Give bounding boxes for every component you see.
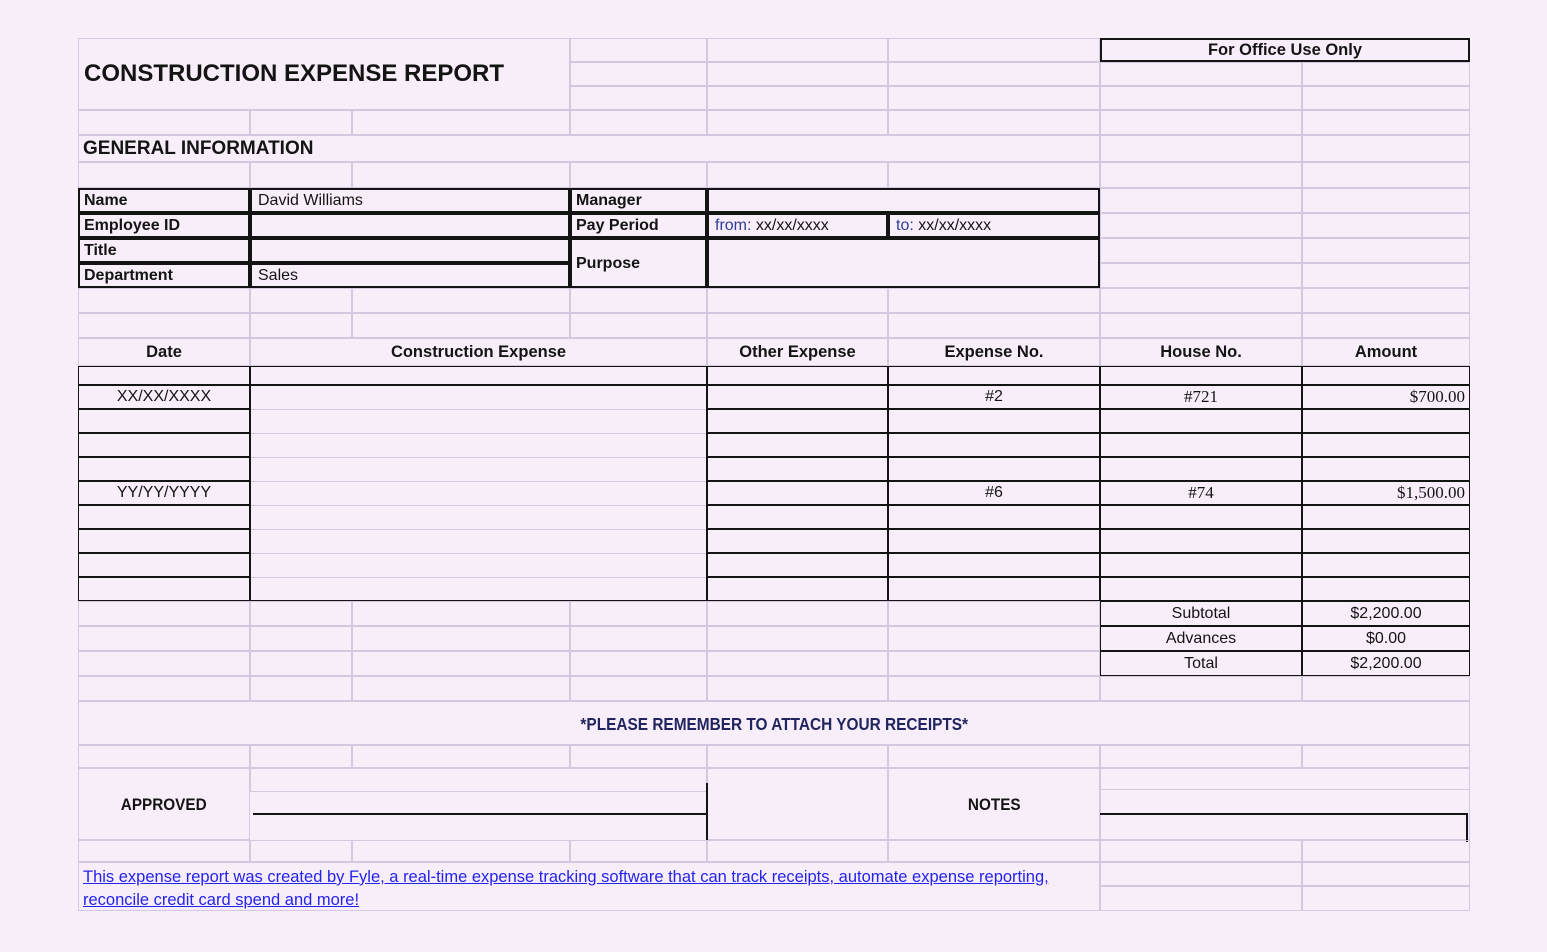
- pay-period-to-value: xx/xx/xxxx: [913, 217, 992, 234]
- grid-cell: [888, 288, 1100, 313]
- grid-cell: [1302, 288, 1470, 313]
- grid-cell: [1100, 288, 1302, 313]
- grid-cell: [1100, 86, 1302, 110]
- total-label: Total: [1100, 651, 1302, 676]
- grid-cell: [707, 768, 888, 840]
- date-cell[interactable]: [78, 457, 250, 481]
- date-cell[interactable]: [78, 433, 250, 457]
- house-no-cell[interactable]: [1100, 529, 1302, 553]
- receipts-banner: [78, 701, 1470, 745]
- notes-end-line: [1466, 813, 1468, 842]
- grid-cell: [78, 313, 250, 338]
- grid-cell: [78, 288, 250, 313]
- office-use-only-box: [1100, 38, 1470, 62]
- grid-cell: [707, 745, 888, 768]
- other-expense-cell[interactable]: [707, 577, 888, 601]
- grid-cell: [1100, 135, 1302, 162]
- other-expense-cell[interactable]: [707, 481, 888, 505]
- report-title-cell: [78, 38, 570, 110]
- general-information-heading-cell: [78, 135, 1100, 162]
- grid-cell: [250, 768, 707, 792]
- grid-cell: [707, 840, 888, 862]
- grid-cell: [1302, 86, 1470, 110]
- grid-cell: [1100, 676, 1302, 701]
- date-cell[interactable]: [78, 366, 250, 385]
- grid-cell: [888, 601, 1100, 626]
- pay-period-from-value: xx/xx/xxxx: [751, 217, 829, 234]
- construction-expense-merged-cell[interactable]: [250, 385, 707, 601]
- grid-cell: [570, 110, 707, 135]
- approved-label-cell: [78, 768, 250, 840]
- grid-cell: [250, 651, 352, 676]
- amount-cell[interactable]: [1302, 505, 1470, 529]
- grid-cell: [570, 651, 707, 676]
- grid-cell: [1100, 313, 1302, 338]
- other-expense-cell[interactable]: [707, 433, 888, 457]
- expense-no-cell[interactable]: [888, 457, 1100, 481]
- grid-cell: [707, 651, 888, 676]
- grid-cell: [352, 288, 570, 313]
- grid-cell: [352, 601, 570, 626]
- date-cell[interactable]: [78, 505, 250, 529]
- grid-cell: [352, 313, 570, 338]
- column-header-house-no: House No.: [1100, 338, 1302, 366]
- grid-cell: [250, 162, 352, 188]
- name-label: Name: [78, 188, 250, 213]
- purpose-value-cell[interactable]: [707, 238, 1100, 288]
- grid-cell: [1100, 840, 1302, 862]
- grid-cell: [250, 745, 352, 768]
- grid-cell: [888, 86, 1100, 110]
- fyle-link[interactable]: This expense report was created by Fyle, a real-time expense tracking software that can track receipts, automate expense reporting, reconcile credit card spend and more!: [83, 868, 1049, 909]
- amount-cell[interactable]: [1302, 409, 1470, 433]
- grid-cell: [250, 110, 352, 135]
- grid-cell: [250, 626, 352, 651]
- expense-no-cell[interactable]: [888, 577, 1100, 601]
- house-no-cell[interactable]: [1100, 457, 1302, 481]
- grid-cell: [250, 288, 352, 313]
- grid-cell: [352, 626, 570, 651]
- grid-cell: [1302, 886, 1470, 911]
- grid-cell: [1302, 676, 1470, 701]
- construction-expense-cell[interactable]: [250, 366, 707, 385]
- grid-cell: [78, 651, 250, 676]
- expense-no-cell[interactable]: [888, 433, 1100, 457]
- amount-cell[interactable]: [1302, 553, 1470, 577]
- pay-period-from-prefix: from:: [715, 217, 752, 234]
- expense-no-cell[interactable]: [888, 366, 1100, 385]
- grid-cell: [352, 162, 570, 188]
- subtotal-value[interactable]: $2,200.00: [1302, 601, 1470, 626]
- grid-cell: [352, 676, 570, 701]
- grid-cell: [352, 745, 570, 768]
- column-header-other-expense: Other Expense: [707, 338, 888, 366]
- house-no-cell[interactable]: [1100, 433, 1302, 457]
- expense-no-cell[interactable]: #2: [888, 385, 1100, 409]
- expense-no-cell[interactable]: [888, 505, 1100, 529]
- grid-cell: [1100, 110, 1302, 135]
- name-value-cell[interactable]: David Williams: [250, 188, 570, 213]
- purpose-label: Purpose: [570, 238, 707, 288]
- other-expense-cell[interactable]: [707, 409, 888, 433]
- grid-cell: [1302, 263, 1470, 288]
- grid-cell: [707, 676, 888, 701]
- pay-period-to-cell[interactable]: [888, 213, 1100, 238]
- grid-cell: [570, 676, 707, 701]
- amount-cell[interactable]: [1302, 577, 1470, 601]
- house-no-cell[interactable]: #74: [1100, 481, 1302, 505]
- house-no-cell[interactable]: [1100, 366, 1302, 385]
- grid-cell: [1302, 238, 1470, 263]
- grid-cell: [78, 626, 250, 651]
- grid-cell: [570, 626, 707, 651]
- grid-cell: [1100, 238, 1302, 263]
- amount-cell[interactable]: [1302, 457, 1470, 481]
- grid-cell: [1302, 162, 1470, 188]
- amount-cell[interactable]: $700.00: [1302, 385, 1470, 409]
- total-value[interactable]: $2,200.00: [1302, 651, 1470, 676]
- house-no-cell[interactable]: [1100, 577, 1302, 601]
- grid-cell: [570, 840, 707, 862]
- approved-label: APPROVED: [121, 795, 207, 814]
- grid-cell: [888, 840, 1100, 862]
- advances-label: Advances: [1100, 626, 1302, 651]
- column-header-construction-expense: Construction Expense: [250, 338, 707, 366]
- date-cell[interactable]: [78, 553, 250, 577]
- pay-period-label: Pay Period: [570, 213, 707, 238]
- grid-cell: [570, 601, 707, 626]
- grid-cell: [78, 676, 250, 701]
- date-cell[interactable]: [78, 409, 250, 433]
- grid-cell: [352, 110, 570, 135]
- grid-cell: [1302, 862, 1470, 886]
- employee-id-value-cell[interactable]: [250, 213, 570, 238]
- advances-value[interactable]: $0.00: [1302, 626, 1470, 651]
- date-cell[interactable]: [78, 529, 250, 553]
- grid-cell: [888, 38, 1100, 62]
- grid-cell: [707, 38, 888, 62]
- grid-cell: [888, 676, 1100, 701]
- grid-cell: [1302, 745, 1470, 768]
- amount-cell[interactable]: [1302, 433, 1470, 457]
- manager-value-cell[interactable]: [707, 188, 1100, 213]
- grid-cell: [78, 162, 250, 188]
- grid-cell: [888, 110, 1100, 135]
- house-no-cell[interactable]: #721: [1100, 385, 1302, 409]
- grid-cell: [250, 313, 352, 338]
- grid-cell: [1302, 840, 1470, 862]
- grid-cell: [250, 676, 352, 701]
- notes-label: NOTES: [967, 795, 1021, 814]
- grid-cell: [707, 62, 888, 86]
- subtotal-label: Subtotal: [1100, 601, 1302, 626]
- grid-cell: [1100, 862, 1302, 886]
- grid-cell: [888, 313, 1100, 338]
- grid-cell: [707, 313, 888, 338]
- other-expense-cell[interactable]: [707, 385, 888, 409]
- grid-cell: [570, 745, 707, 768]
- grid-cell: [1100, 263, 1302, 288]
- grid-cell: [707, 86, 888, 110]
- house-no-cell[interactable]: [1100, 505, 1302, 529]
- receipts-banner-text: *PLEASE REMEMBER TO ATTACH YOUR RECEIPTS*: [580, 714, 968, 734]
- grid-cell: [570, 313, 707, 338]
- other-expense-cell[interactable]: [707, 529, 888, 553]
- column-header-date: Date: [78, 338, 250, 366]
- grid-cell: [570, 162, 707, 188]
- grid-cell: [352, 840, 570, 862]
- grid-cell: [1100, 188, 1302, 213]
- employee-id-label: Employee ID: [78, 213, 250, 238]
- expense-no-cell[interactable]: [888, 529, 1100, 553]
- grid-cell: [1302, 188, 1470, 213]
- grid-cell: [1302, 213, 1470, 238]
- grid-cell: [707, 626, 888, 651]
- grid-cell: [250, 840, 352, 862]
- house-no-cell[interactable]: [1100, 553, 1302, 577]
- grid-cell: [1302, 313, 1470, 338]
- grid-cell: [888, 651, 1100, 676]
- department-value-cell[interactable]: Sales: [250, 263, 570, 288]
- title-label: Title: [78, 238, 250, 263]
- notes-label-cell: [888, 768, 1100, 840]
- grid-cell: [570, 86, 707, 110]
- grid-cell: [1100, 162, 1302, 188]
- amount-cell[interactable]: [1302, 366, 1470, 385]
- pay-period-to-prefix: to:: [896, 217, 914, 234]
- grid-cell: [707, 288, 888, 313]
- grid-cell: [1302, 110, 1470, 135]
- grid-cell: [570, 288, 707, 313]
- date-cell[interactable]: XX/XX/XXXX: [78, 385, 250, 409]
- amount-cell[interactable]: $1,500.00: [1302, 481, 1470, 505]
- notes-line[interactable]: [1100, 813, 1468, 815]
- expense-no-cell[interactable]: [888, 409, 1100, 433]
- grid-cell: [78, 601, 250, 626]
- grid-cell: [888, 62, 1100, 86]
- grid-cell: [1100, 768, 1470, 790]
- footer-cell: [78, 862, 1100, 911]
- column-header-expense-no: Expense No.: [888, 338, 1100, 366]
- grid-cell: [352, 651, 570, 676]
- title-value-cell[interactable]: [250, 238, 570, 263]
- approved-signature-end-line: [706, 783, 708, 840]
- grid-cell: [1100, 745, 1302, 768]
- grid-cell: [707, 601, 888, 626]
- date-cell[interactable]: YY/YY/YYYY: [78, 481, 250, 505]
- other-expense-cell[interactable]: [707, 366, 888, 385]
- grid-cell: [888, 626, 1100, 651]
- pay-period-from-cell[interactable]: [707, 213, 888, 238]
- other-expense-cell[interactable]: [707, 505, 888, 529]
- manager-label: Manager: [570, 188, 707, 213]
- office-use-only-label: For Office Use Only: [1207, 41, 1363, 59]
- department-label: Department: [78, 263, 250, 288]
- date-cell[interactable]: [78, 577, 250, 601]
- grid-cell: [250, 601, 352, 626]
- amount-cell[interactable]: [1302, 529, 1470, 553]
- grid-cell: [570, 38, 707, 62]
- other-expense-cell[interactable]: [707, 553, 888, 577]
- grid-cell: [707, 162, 888, 188]
- grid-cell: [78, 745, 250, 768]
- report-title: CONSTRUCTION EXPENSE REPORT: [84, 60, 505, 87]
- grid-cell: [1100, 62, 1302, 86]
- grid-cell: [707, 110, 888, 135]
- grid-cell: [1302, 62, 1470, 86]
- column-header-amount: Amount: [1302, 338, 1470, 366]
- approved-signature-line[interactable]: [253, 813, 708, 815]
- grid-cell: [78, 110, 250, 135]
- other-expense-cell[interactable]: [707, 457, 888, 481]
- general-information-heading: GENERAL INFORMATION: [83, 138, 314, 159]
- grid-cell: [78, 840, 250, 862]
- grid-cell: [570, 62, 707, 86]
- expense-no-cell[interactable]: [888, 553, 1100, 577]
- house-no-cell[interactable]: [1100, 409, 1302, 433]
- grid-cell: [1100, 213, 1302, 238]
- expense-no-cell[interactable]: #6: [888, 481, 1100, 505]
- grid-cell: [1100, 886, 1302, 911]
- grid-cell: [888, 745, 1100, 768]
- grid-cell: [888, 162, 1100, 188]
- grid-cell: [1302, 135, 1470, 162]
